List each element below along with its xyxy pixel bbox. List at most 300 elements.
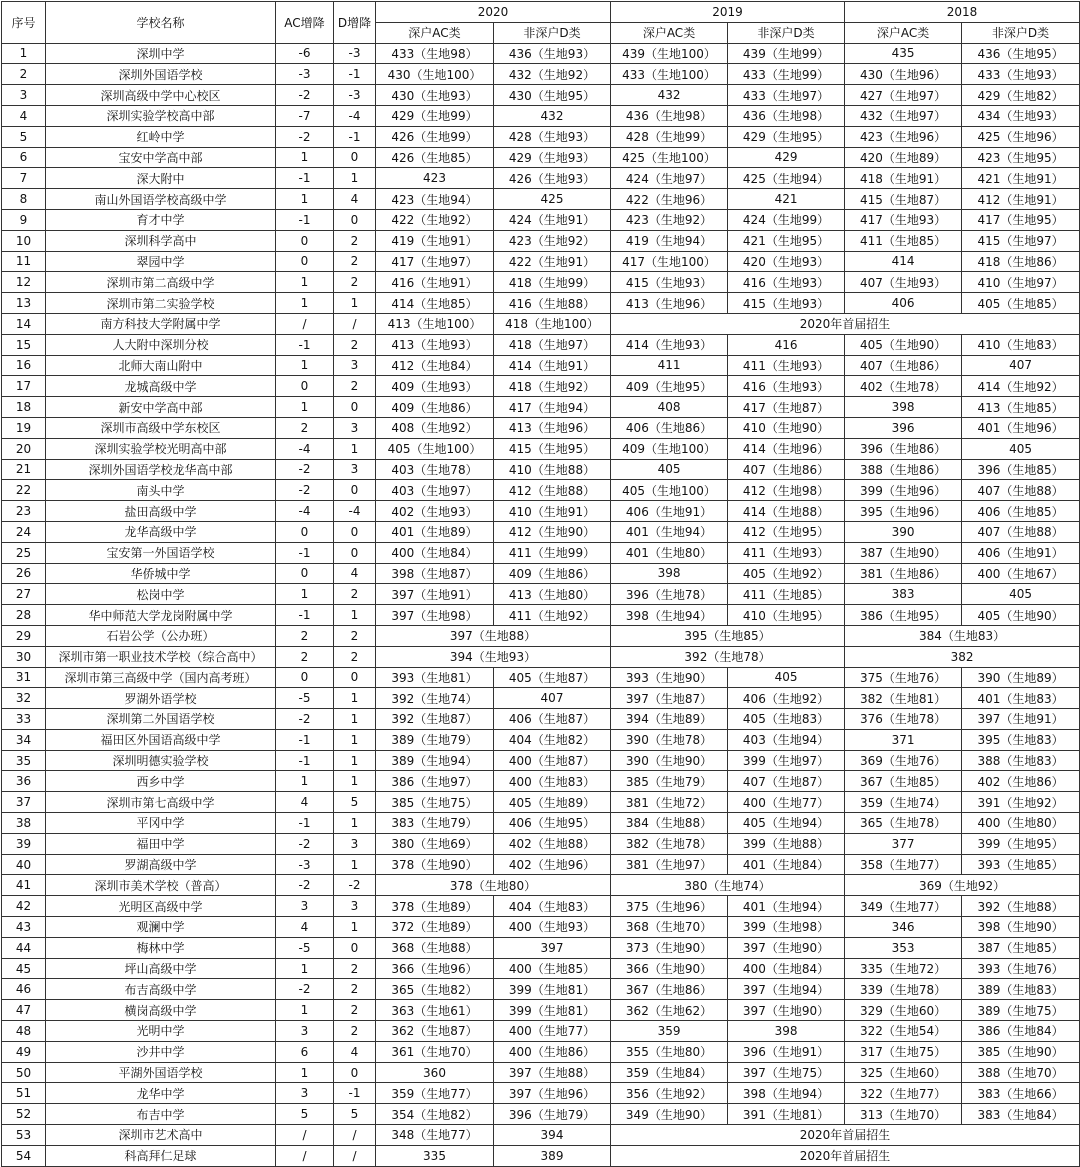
- school-name: 罗湖外语学校: [46, 688, 276, 709]
- table-row: [2, 771, 1080, 792]
- ac-change: -2: [276, 709, 334, 730]
- score-2019-d: 425（生地94）: [728, 168, 845, 189]
- score-2019-ac: 375（生地96）: [611, 896, 728, 917]
- score-2018-ac: 353: [845, 937, 962, 958]
- school-name: 深圳高级中学中心校区: [46, 85, 276, 106]
- score-2020-ac: 365（生地82）: [376, 979, 494, 1000]
- school-name: 光明区高级中学: [46, 896, 276, 917]
- score-2020-d: 394: [494, 1125, 611, 1146]
- score-2020-ac: 413（生地100）: [376, 313, 494, 334]
- score-2018-ac: 396: [845, 417, 962, 438]
- score-2019-ac: 425（生地100）: [611, 147, 728, 168]
- score-2020-d: 415（生地95）: [494, 438, 611, 459]
- d-change: 2: [334, 625, 376, 646]
- score-2018-d: 413（生地85）: [962, 397, 1080, 418]
- score-2018-d: 406（生地91）: [962, 542, 1080, 563]
- school-name: 翠园中学: [46, 251, 276, 272]
- score-2020-ac: 403（生地97）: [376, 480, 494, 501]
- d-change: 0: [334, 521, 376, 542]
- table-row: [2, 979, 1080, 1000]
- score-2018-ac: 339（生地78）: [845, 979, 962, 1000]
- ac-change: 6: [276, 1041, 334, 1062]
- header-2018-ac: 深户AC类: [845, 22, 962, 43]
- score-2019-d: 412（生地98）: [728, 480, 845, 501]
- d-change: 4: [334, 563, 376, 584]
- d-change: -3: [334, 43, 376, 64]
- row-index: 54: [2, 1145, 46, 1166]
- score-2020-d: 425: [494, 189, 611, 210]
- score-2019-d: 405（生地94）: [728, 813, 845, 834]
- ac-change: -2: [276, 979, 334, 1000]
- ac-change: 5: [276, 1104, 334, 1125]
- score-2020-d: 404（生地83）: [494, 896, 611, 917]
- school-name: 龙城高级中学: [46, 376, 276, 397]
- header-year-2018: 2018: [845, 2, 1080, 23]
- d-change: 1: [334, 688, 376, 709]
- score-2019-ac: 414（生地93）: [611, 334, 728, 355]
- score-2018-ac: 317（生地75）: [845, 1041, 962, 1062]
- score-2020-d: 400（生地86）: [494, 1041, 611, 1062]
- score-2020-ac: 389（生地79）: [376, 729, 494, 750]
- row-index: 45: [2, 958, 46, 979]
- row-index: 1: [2, 43, 46, 64]
- score-2019-merged: 392（生地78）: [611, 646, 845, 667]
- school-name: 沙井中学: [46, 1041, 276, 1062]
- row-index: 27: [2, 584, 46, 605]
- table-row: [2, 542, 1080, 563]
- score-2020-ac: 416（生地91）: [376, 272, 494, 293]
- row-index: 32: [2, 688, 46, 709]
- score-2018-d: 410（生地97）: [962, 272, 1080, 293]
- score-2019-d: 417（生地87）: [728, 397, 845, 418]
- score-2019-ac: 367（生地86）: [611, 979, 728, 1000]
- ac-change: 0: [276, 251, 334, 272]
- score-2018-ac: 375（生地76）: [845, 667, 962, 688]
- score-2019-d: 410（生地95）: [728, 605, 845, 626]
- score-2018-d: 392（生地88）: [962, 896, 1080, 917]
- ac-change: -2: [276, 480, 334, 501]
- header-d-change: D增降: [334, 2, 376, 44]
- school-name: 平湖外国语学校: [46, 1062, 276, 1083]
- score-2019-ac: 436（生地98）: [611, 105, 728, 126]
- school-name: 深圳市第二实验学校: [46, 293, 276, 314]
- ac-change: 4: [276, 917, 334, 938]
- header-year-2019: 2019: [611, 2, 845, 23]
- score-2019-ac: 419（生地94）: [611, 230, 728, 251]
- score-2018-ac: 376（生地78）: [845, 709, 962, 730]
- table-row: [2, 875, 1080, 896]
- score-2020-d: 412（生地88）: [494, 480, 611, 501]
- table-row: [2, 105, 1080, 126]
- header-ac-change: AC增降: [276, 2, 334, 44]
- school-name: 深圳明德实验学校: [46, 750, 276, 771]
- score-2020-ac: 348（生地77）: [376, 1125, 494, 1146]
- table-row: [2, 605, 1080, 626]
- score-2020-ac: 392（生地87）: [376, 709, 494, 730]
- table-row: [2, 209, 1080, 230]
- row-index: 41: [2, 875, 46, 896]
- score-2018-d: 383（生地66）: [962, 1083, 1080, 1104]
- score-2020-d: 418（生地99）: [494, 272, 611, 293]
- score-2020-ac: 433（生地98）: [376, 43, 494, 64]
- table-row: [2, 64, 1080, 85]
- score-2020-d: 412（生地90）: [494, 521, 611, 542]
- school-name: 深圳实验学校光明高中部: [46, 438, 276, 459]
- score-2020-ac: 403（生地78）: [376, 459, 494, 480]
- score-2019-ac: 401（生地94）: [611, 521, 728, 542]
- ac-change: -7: [276, 105, 334, 126]
- score-2019-d: 424（生地99）: [728, 209, 845, 230]
- table-row: [2, 459, 1080, 480]
- score-2020-ac: 426（生地99）: [376, 126, 494, 147]
- score-2020-ac: 430（生地100）: [376, 64, 494, 85]
- table-row: [2, 126, 1080, 147]
- row-index: 51: [2, 1083, 46, 1104]
- score-2019-ac: 397（生地87）: [611, 688, 728, 709]
- score-2019-d: 403（生地94）: [728, 729, 845, 750]
- d-change: 5: [334, 1104, 376, 1125]
- score-2019-ac: 405（生地100）: [611, 480, 728, 501]
- row-index: 7: [2, 168, 46, 189]
- score-2019-ac: 373（生地90）: [611, 937, 728, 958]
- score-2019-ac: 385（生地79）: [611, 771, 728, 792]
- score-2019-d: 439（生地99）: [728, 43, 845, 64]
- table-row: [2, 397, 1080, 418]
- school-name: 龙华高级中学: [46, 521, 276, 542]
- ac-change: 1: [276, 1062, 334, 1083]
- ac-change: /: [276, 1125, 334, 1146]
- score-2019-d: 415（生地93）: [728, 293, 845, 314]
- score-2019-d: 400（生地77）: [728, 792, 845, 813]
- d-change: -1: [334, 64, 376, 85]
- score-2020-ac: 354（生地82）: [376, 1104, 494, 1125]
- score-2020-d: 405（生地87）: [494, 667, 611, 688]
- row-index: 12: [2, 272, 46, 293]
- score-2019-d: 407（生地86）: [728, 459, 845, 480]
- score-2020-ac: 401（生地89）: [376, 521, 494, 542]
- score-2020-d: 411（生地92）: [494, 605, 611, 626]
- score-2020-ac: 385（生地75）: [376, 792, 494, 813]
- score-2019-ac: 423（生地92）: [611, 209, 728, 230]
- school-name: 华侨城中学: [46, 563, 276, 584]
- row-index: 53: [2, 1125, 46, 1146]
- table-row: [2, 1021, 1080, 1042]
- header-school-name: 学校名称: [46, 2, 276, 44]
- ac-change: -1: [276, 334, 334, 355]
- score-2020-ac: 368（生地88）: [376, 937, 494, 958]
- score-2019-d: 411（生地93）: [728, 542, 845, 563]
- d-change: 3: [334, 355, 376, 376]
- score-2020-ac: 362（生地87）: [376, 1021, 494, 1042]
- school-name: 坪山高级中学: [46, 958, 276, 979]
- admission-score-table: [1, 1, 1080, 1167]
- row-index: 13: [2, 293, 46, 314]
- row-index: 15: [2, 334, 46, 355]
- d-change: 1: [334, 438, 376, 459]
- d-change: 1: [334, 605, 376, 626]
- score-2019-ac: 384（生地88）: [611, 813, 728, 834]
- d-change: 1: [334, 709, 376, 730]
- score-2020-d: 404（生地82）: [494, 729, 611, 750]
- score-2019-ac: 405: [611, 459, 728, 480]
- d-change: 1: [334, 771, 376, 792]
- score-2019-d: 398: [728, 1021, 845, 1042]
- score-2018-d: 414（生地92）: [962, 376, 1080, 397]
- row-index: 38: [2, 813, 46, 834]
- ac-change: -1: [276, 813, 334, 834]
- score-2019-ac: 368（生地70）: [611, 917, 728, 938]
- table-row: [2, 293, 1080, 314]
- score-2020-merged: 378（生地80）: [376, 875, 611, 896]
- score-2020-ac: 414（生地85）: [376, 293, 494, 314]
- score-2019-ac: 432: [611, 85, 728, 106]
- score-2019-d: 411（生地85）: [728, 584, 845, 605]
- score-2020-d: 402（生地88）: [494, 833, 611, 854]
- row-index: 43: [2, 917, 46, 938]
- score-2020-ac: 430（生地93）: [376, 85, 494, 106]
- table-row: [2, 833, 1080, 854]
- score-2019-d: 405: [728, 667, 845, 688]
- ac-change: 1: [276, 272, 334, 293]
- table-row: [2, 168, 1080, 189]
- score-2020-d: 424（生地91）: [494, 209, 611, 230]
- score-2019-ac: 390（生地90）: [611, 750, 728, 771]
- score-2019-ac: 411: [611, 355, 728, 376]
- score-2020-d: 399（生地81）: [494, 1000, 611, 1021]
- school-name: 深大附中: [46, 168, 276, 189]
- row-index: 48: [2, 1021, 46, 1042]
- score-2019-ac: 401（生地80）: [611, 542, 728, 563]
- row-index: 31: [2, 667, 46, 688]
- score-2020-ac: 400（生地84）: [376, 542, 494, 563]
- score-2018-d: 423（生地95）: [962, 147, 1080, 168]
- score-2020-ac: 402（生地93）: [376, 501, 494, 522]
- ac-change: 1: [276, 771, 334, 792]
- score-2019-d: 414（生地96）: [728, 438, 845, 459]
- score-2018-d: 412（生地91）: [962, 189, 1080, 210]
- table-row: [2, 251, 1080, 272]
- score-2019-ac: 433（生地100）: [611, 64, 728, 85]
- d-change: 3: [334, 459, 376, 480]
- score-2020-ac: 378（生地90）: [376, 854, 494, 875]
- score-2018-d: 390（生地89）: [962, 667, 1080, 688]
- score-2020-d: 418（生地92）: [494, 376, 611, 397]
- d-change: -1: [334, 126, 376, 147]
- table-row: [2, 438, 1080, 459]
- d-change: 2: [334, 334, 376, 355]
- score-2019-ac: 366（生地90）: [611, 958, 728, 979]
- ac-change: 2: [276, 417, 334, 438]
- ac-change: /: [276, 1145, 334, 1166]
- school-name: 深圳中学: [46, 43, 276, 64]
- table-row: [2, 688, 1080, 709]
- score-2019-d: 399（生地88）: [728, 833, 845, 854]
- d-change: 4: [334, 189, 376, 210]
- score-2019-d: 411（生地93）: [728, 355, 845, 376]
- header-2019-ac: 深户AC类: [611, 22, 728, 43]
- school-name: 南方科技大学附属中学: [46, 313, 276, 334]
- d-change: 3: [334, 833, 376, 854]
- row-index: 19: [2, 417, 46, 438]
- d-change: 2: [334, 230, 376, 251]
- row-index: 3: [2, 85, 46, 106]
- score-2019-d: 397（生地90）: [728, 1000, 845, 1021]
- school-name: 盐田高级中学: [46, 501, 276, 522]
- score-2018-ac: 388（生地86）: [845, 459, 962, 480]
- score-2020-d: 429（生地93）: [494, 147, 611, 168]
- row-index: 17: [2, 376, 46, 397]
- score-2018-d: 388（生地83）: [962, 750, 1080, 771]
- school-name: 布吉高级中学: [46, 979, 276, 1000]
- score-2020-ac: 360: [376, 1062, 494, 1083]
- score-2018-d: 387（生地85）: [962, 937, 1080, 958]
- header-index: 序号: [2, 2, 46, 44]
- table-row: [2, 646, 1080, 667]
- table-row: [2, 43, 1080, 64]
- score-2018-ac: 369（生地76）: [845, 750, 962, 771]
- school-name: 宝安第一外国语学校: [46, 542, 276, 563]
- score-2019-d: 433（生地99）: [728, 64, 845, 85]
- score-2019-d: 405（生地92）: [728, 563, 845, 584]
- score-2020-d: 389: [494, 1145, 611, 1166]
- ac-change: -5: [276, 937, 334, 958]
- score-2020-ac: 417（生地97）: [376, 251, 494, 272]
- score-2018-ac: 322（生地54）: [845, 1021, 962, 1042]
- table-row: [2, 750, 1080, 771]
- d-change: 2: [334, 1000, 376, 1021]
- table-row: [2, 480, 1080, 501]
- ac-change: 1: [276, 355, 334, 376]
- school-name: 深圳第二外国语学校: [46, 709, 276, 730]
- row-index: 9: [2, 209, 46, 230]
- header-2018-d: 非深户D类: [962, 22, 1080, 43]
- row-index: 25: [2, 542, 46, 563]
- row-index: 35: [2, 750, 46, 771]
- score-2020-d: 406（生地95）: [494, 813, 611, 834]
- d-change: 2: [334, 376, 376, 397]
- score-2020-ac: 397（生地91）: [376, 584, 494, 605]
- score-2019-merged: 380（生地74）: [611, 875, 845, 896]
- school-name: 红岭中学: [46, 126, 276, 147]
- score-2018-ac: 420（生地89）: [845, 147, 962, 168]
- score-2018-d: 385（生地90）: [962, 1041, 1080, 1062]
- score-2020-d: 422（生地91）: [494, 251, 611, 272]
- score-2018-ac: 390: [845, 521, 962, 542]
- row-index: 36: [2, 771, 46, 792]
- row-index: 8: [2, 189, 46, 210]
- ac-change: -4: [276, 438, 334, 459]
- table-row: [2, 584, 1080, 605]
- score-2020-d: 397（生地88）: [494, 1062, 611, 1083]
- score-2019-d: 397（生地90）: [728, 937, 845, 958]
- header-2020-ac: 深户AC类: [376, 22, 494, 43]
- score-2019-ac: 398（生地94）: [611, 605, 728, 626]
- table-body: [2, 43, 1080, 1166]
- score-2019-ac: 362（生地62）: [611, 1000, 728, 1021]
- d-change: 2: [334, 251, 376, 272]
- score-2020-d: 432（生地92）: [494, 64, 611, 85]
- ac-change: 2: [276, 625, 334, 646]
- first-enrollment-note: 2020年首届招生: [611, 313, 1080, 334]
- table-row: [2, 521, 1080, 542]
- score-2018-d: 401（生地96）: [962, 417, 1080, 438]
- d-change: 4: [334, 1041, 376, 1062]
- score-2019-ac: 417（生地100）: [611, 251, 728, 272]
- ac-change: -1: [276, 605, 334, 626]
- school-name: 福田中学: [46, 833, 276, 854]
- score-2018-d: 417（生地95）: [962, 209, 1080, 230]
- ac-change: 1: [276, 293, 334, 314]
- score-2020-d: 402（生地96）: [494, 854, 611, 875]
- score-2018-ac: 383: [845, 584, 962, 605]
- score-2019-ac: 394（生地89）: [611, 709, 728, 730]
- score-2020-ac: 405（生地100）: [376, 438, 494, 459]
- score-2018-d: 405（生地90）: [962, 605, 1080, 626]
- table-row: [2, 1000, 1080, 1021]
- table-row: [2, 813, 1080, 834]
- row-index: 6: [2, 147, 46, 168]
- score-2018-d: 389（生地75）: [962, 1000, 1080, 1021]
- ac-change: -3: [276, 64, 334, 85]
- score-2020-d: 405（生地89）: [494, 792, 611, 813]
- score-2018-d: 402（生地86）: [962, 771, 1080, 792]
- score-2018-merged: 369（生地92）: [845, 875, 1080, 896]
- score-2019-d: 414（生地88）: [728, 501, 845, 522]
- score-2020-ac: 423: [376, 168, 494, 189]
- score-2018-d: 418（生地86）: [962, 251, 1080, 272]
- score-2018-ac: 325（生地60）: [845, 1062, 962, 1083]
- ac-change: 2: [276, 646, 334, 667]
- score-2020-d: 432: [494, 105, 611, 126]
- d-change: -4: [334, 105, 376, 126]
- school-name: 石岩公学（公办班）: [46, 625, 276, 646]
- score-2018-ac: 365（生地78）: [845, 813, 962, 834]
- score-2018-ac: 335（生地72）: [845, 958, 962, 979]
- score-2019-d: 416（生地93）: [728, 376, 845, 397]
- ac-change: -1: [276, 729, 334, 750]
- school-name: 深圳市第七高级中学: [46, 792, 276, 813]
- d-change: 0: [334, 397, 376, 418]
- score-2018-ac: 411（生地85）: [845, 230, 962, 251]
- score-2019-d: 410（生地90）: [728, 417, 845, 438]
- ac-change: 1: [276, 1000, 334, 1021]
- score-2019-ac: 381（生地97）: [611, 854, 728, 875]
- score-2019-ac: 415（生地93）: [611, 272, 728, 293]
- table-row: [2, 917, 1080, 938]
- score-2019-d: 421（生地95）: [728, 230, 845, 251]
- row-index: 23: [2, 501, 46, 522]
- d-change: /: [334, 313, 376, 334]
- d-change: -1: [334, 1083, 376, 1104]
- score-2019-merged: 395（生地85）: [611, 625, 845, 646]
- score-2018-ac: 382（生地81）: [845, 688, 962, 709]
- score-2020-d: 414（生地91）: [494, 355, 611, 376]
- score-2020-d: 400（生地93）: [494, 917, 611, 938]
- school-name: 育才中学: [46, 209, 276, 230]
- score-2020-d: 430（生地95）: [494, 85, 611, 106]
- row-index: 37: [2, 792, 46, 813]
- score-2018-d: 425（生地96）: [962, 126, 1080, 147]
- first-enrollment-note: 2020年首届招生: [611, 1125, 1080, 1146]
- school-name: 北师大南山附中: [46, 355, 276, 376]
- table-row: [2, 896, 1080, 917]
- table-row: [2, 792, 1080, 813]
- d-change: 3: [334, 896, 376, 917]
- score-2020-ac: 363（生地61）: [376, 1000, 494, 1021]
- row-index: 26: [2, 563, 46, 584]
- ac-change: 1: [276, 189, 334, 210]
- d-change: -2: [334, 875, 376, 896]
